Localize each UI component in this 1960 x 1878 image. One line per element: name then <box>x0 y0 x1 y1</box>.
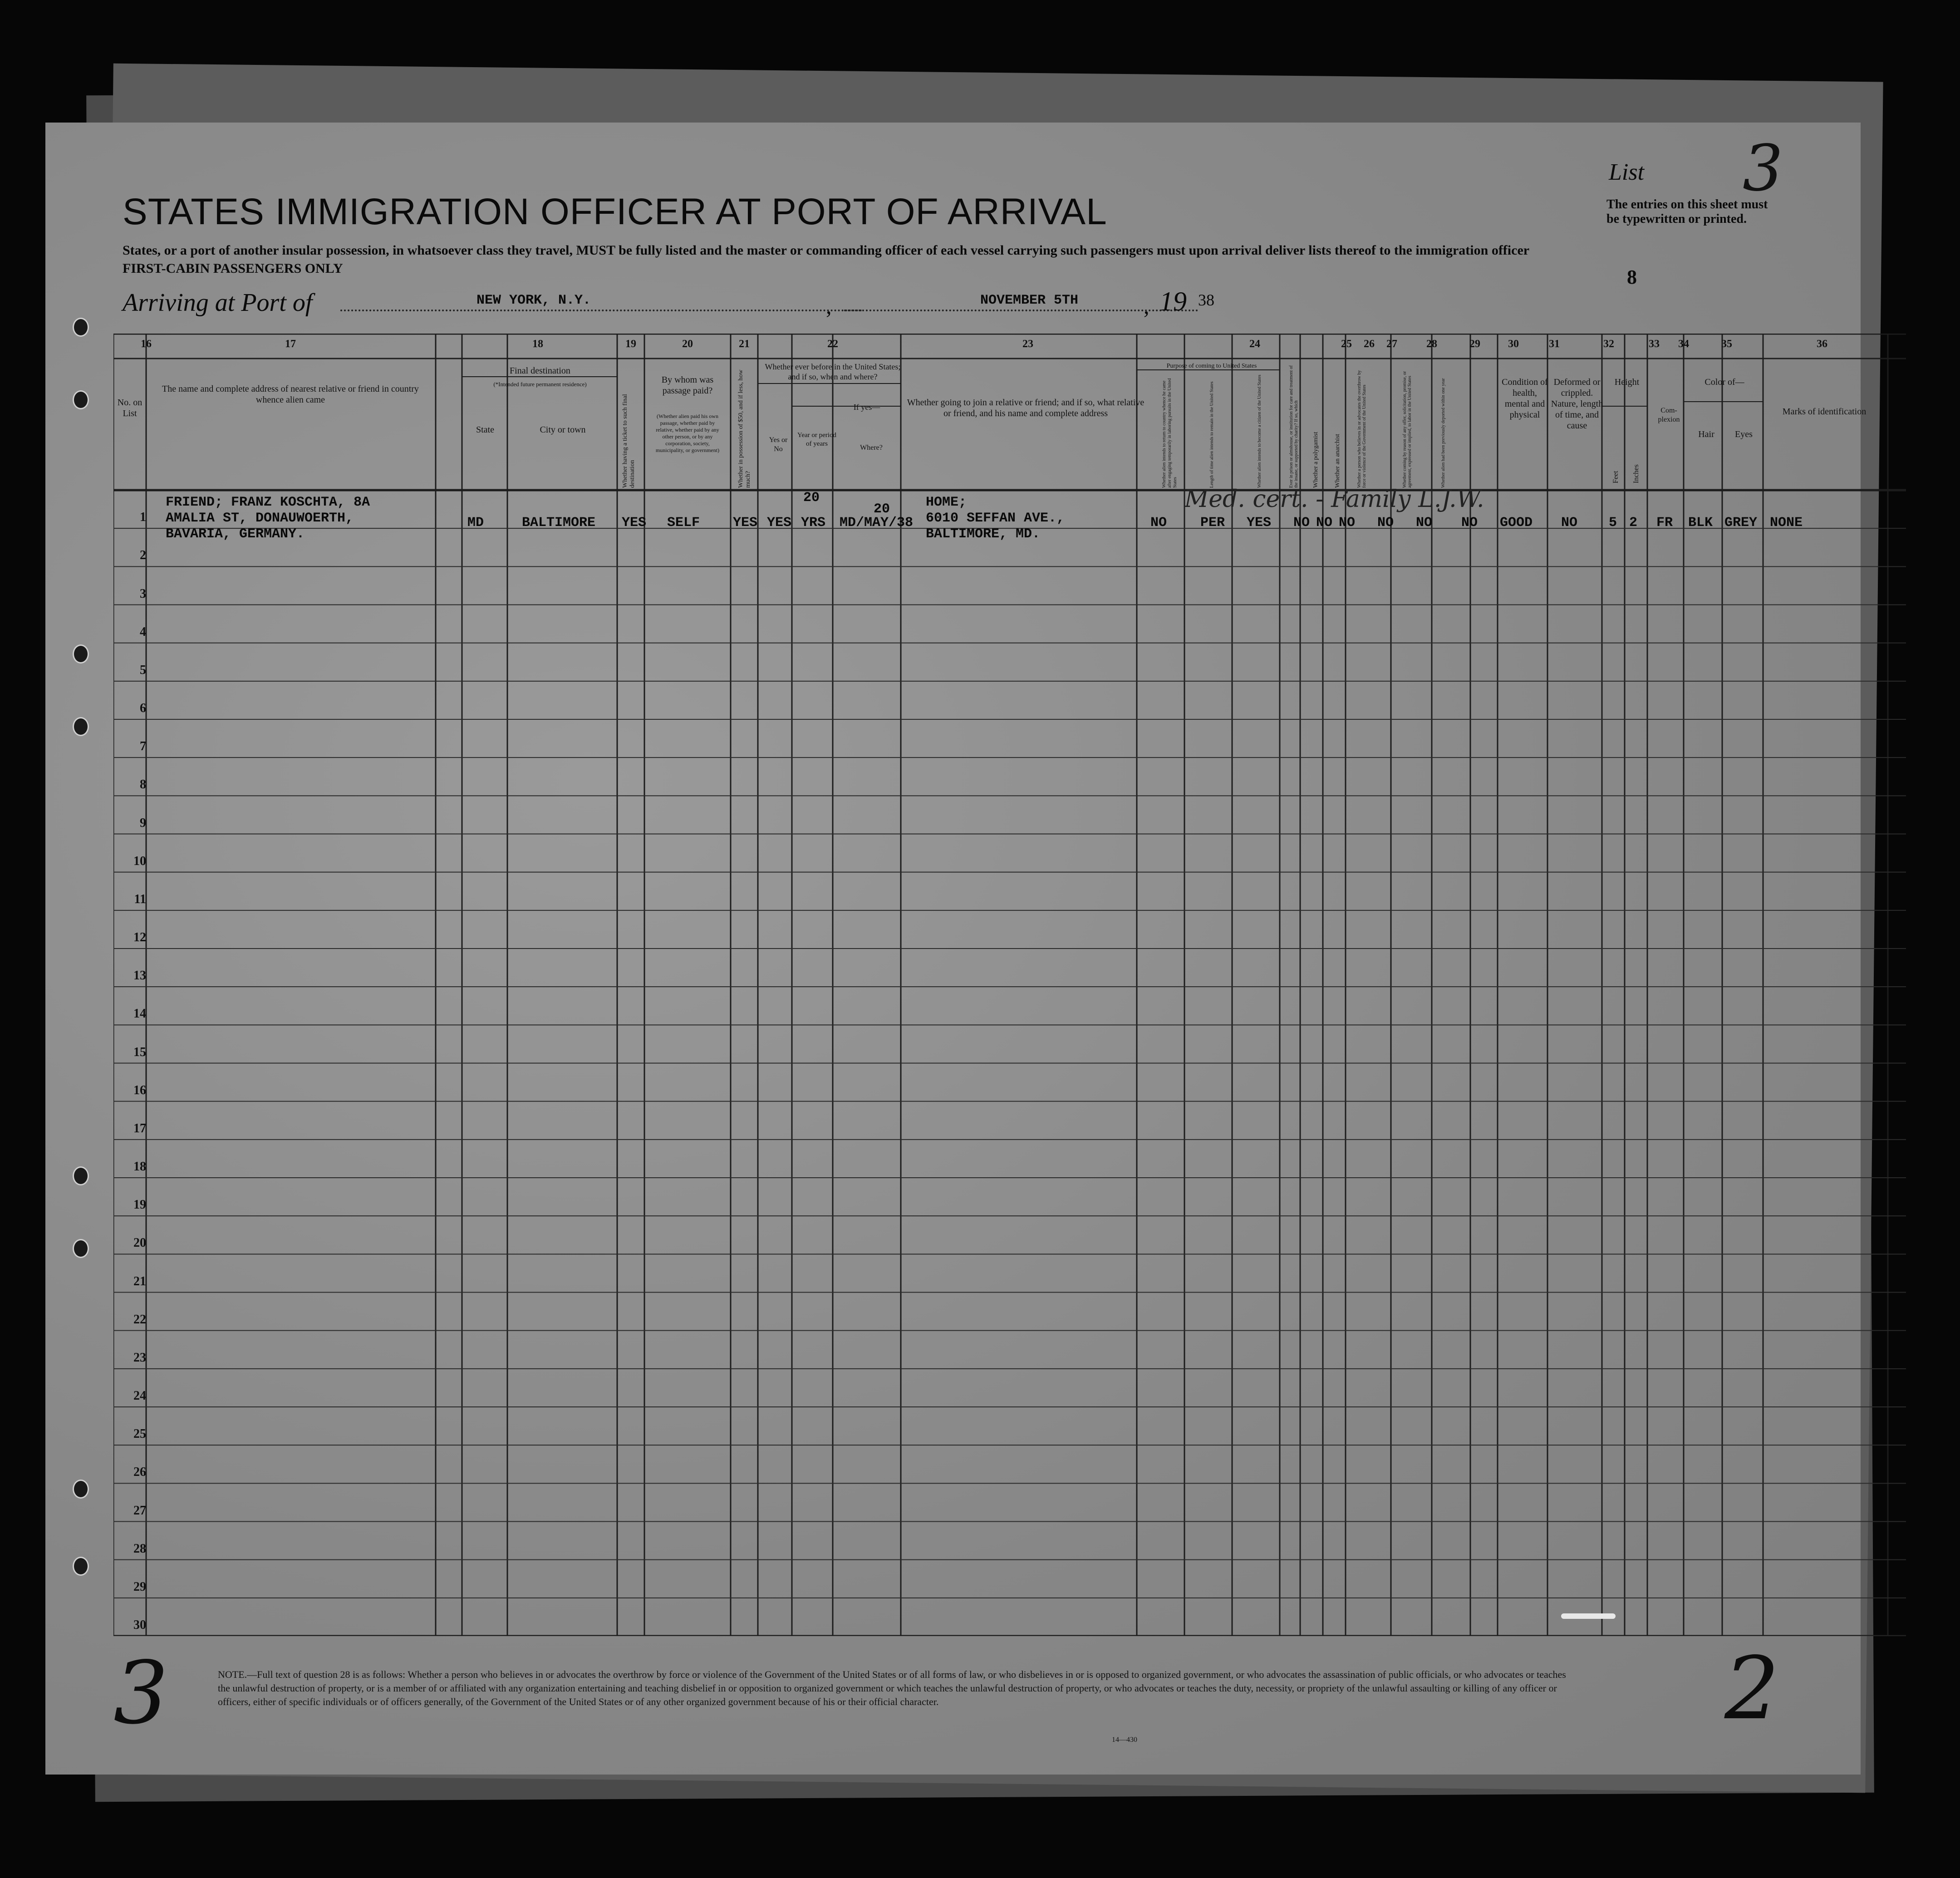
header-final-destination-note: (*Intended future permanent residence) <box>493 381 587 388</box>
column-number: 17 <box>285 338 296 350</box>
row-number: 19 <box>133 1198 146 1212</box>
row-number: 22 <box>133 1312 146 1327</box>
list-label: List <box>1609 159 1645 185</box>
list-number: 3 <box>1743 132 1783 206</box>
cell-period: YRS <box>801 515 826 531</box>
header-anarchist: Whether an anarchist <box>1334 434 1341 488</box>
header-ever-before: Whether ever before in the United States; and if so, when and where? <box>765 362 901 381</box>
entries-note-line: The entries on this sheet must <box>1606 197 1768 211</box>
cell-prison: NO <box>1293 515 1310 531</box>
row-number: 23 <box>133 1350 146 1365</box>
page-number: 8 <box>1627 266 1637 288</box>
row-number: 7 <box>140 739 146 754</box>
join-line: 6010 SEFFAN AVE., <box>926 511 1065 526</box>
column-number: 25 <box>1341 338 1352 350</box>
header-height: Height <box>1614 377 1640 387</box>
column-number: 32 <box>1603 338 1614 350</box>
year-prefix: 19 <box>1159 286 1187 316</box>
punch-hole <box>73 717 89 736</box>
column-number: 28 <box>1426 338 1437 350</box>
header-passage-paid: By whom was passage paid? <box>661 375 714 396</box>
cell-where: MD/MAY/38 <box>840 515 914 531</box>
join-line: BALTIMORE, MD. <box>926 526 1041 542</box>
row-number: 18 <box>133 1160 146 1174</box>
relative-line: FRIEND; FRANZ KOSCHTA, 8A <box>166 495 370 510</box>
cell-complexion: FR <box>1656 515 1673 531</box>
header-marks: Marks of identification <box>1782 407 1867 417</box>
row-number: 26 <box>133 1465 146 1480</box>
column-number: 36 <box>1817 338 1827 350</box>
manifest-table <box>113 334 1906 1636</box>
header-purpose-b: Length of time alien intends to remain in the United States <box>1209 381 1214 488</box>
row-number: 5 <box>140 663 146 677</box>
row-number: 20 <box>133 1236 146 1250</box>
row-number: 29 <box>133 1579 146 1594</box>
row-number: 14 <box>133 1007 146 1021</box>
column-number: 35 <box>1721 338 1732 350</box>
cell-citizen: YES <box>1247 515 1272 531</box>
cell-q29: NO <box>1416 515 1433 531</box>
header-q30: Whether alien had been previously deported within one year <box>1441 378 1446 488</box>
row-number: 12 <box>133 930 146 944</box>
header-purpose: Purpose of coming to United States <box>1166 363 1257 369</box>
header-nearest-relative: The name and complete address of nearest relative or friend in country whence alien came <box>162 384 419 405</box>
punch-hole <box>73 644 89 664</box>
column-number: 24 <box>1249 338 1260 350</box>
header-prison: Ever in prison or almshouse, or institution for care and treatment of the insane, or supported by charity? If so, which <box>1289 365 1299 488</box>
header-passage-note: (Whether alien paid his own passage, whether paid by relative, whether paid by any other person, or by any corporation, society, municipality, or government) <box>655 413 720 453</box>
column-number: 26 <box>1364 338 1375 350</box>
cell-inches: 2 <box>1629 515 1638 531</box>
cell-where-top: 20 <box>874 501 890 517</box>
header-where: Where? <box>860 444 883 452</box>
form-number: 14—430 <box>1112 1736 1137 1744</box>
header-purpose-c: Whether alien intends to become a citizen of the United States <box>1257 374 1262 488</box>
column-number: 33 <box>1649 338 1660 350</box>
header-eyes: Eyes <box>1735 429 1753 439</box>
column-number: 31 <box>1549 338 1560 350</box>
manifest-sheet: STATES IMMIGRATION OFFICER AT PORT OF ARRIVAL States, or a port of another insular possession, in whatsoever class they travel, MUST be fully listed and the master or commanding officer of each vessel carrying such passengers must upon arrival deliver lists thereof to the immigration officer FIRST-CABIN PASSENGERS ONLY List 3 The entries on this sheet must be typewritten or printed. 8 Arriving at Port of NEW YORK, N.Y. , NOVEMBER 5TH , 19 38 16 17 18 19 20 21 22 23 24 25 26 27 28 29 30 31 32 33 34 35 36 No. on List The name and complete address of nearest relative or friend in country whence alien came Final destination (*Intended future permanent residence) State City or town Whether having a ticket to such final destination By whom was passage paid? (Whether alien paid his own passage, whether paid by relative, whether paid by any other person, or by any corporation, society, municipality, or government) Whether in possession of $50, and if less, how much? Whether ever before in the United States; and if so, when and where? If yes— Yes or No Year or period of years Where? Whether going to join a relative or friend; and if so, what relative or friend, and his name and complete address Purpose of coming to United States Whether alien intends to return to country whence he came after engaging temporarily in laboring pursuits in the United States Length of time alien intends to remain in the United States Whether alien intends to become a citizen of the United States Ever in prison or almshouse, or institution for care and treatment of the insane, or supported by charity? If so, which Whether a polygamist Whether an anarchist Whether a person who believes in or advocates the overthrow by force or violence of the Government of the United States Whether coming by reason of any offer, solicitation, promise, or agreement, expressed or implied, to labor in the United States Whether alien had been previously deported within one year Condition of health, mental and physical Deformed or crippled. Nature, length of time, and cause Height Feet Inches Com-plexion Color of— Hair Eyes Marks of identification 1 2 3 4 5 6 7 8 9 10 11 12 13 14 15 16 17 18 19 20 21 22 23 24 25 26 27 28 29 30 FRIEND; FRANZ KOSCHTA, 8A AMALIA ST, DONAUWOERTH, BAVARIA, GERMANY. MD BALTIMORE YES SELF YES YES 20 YRS 20 MD/MAY/38 HOME; 6010 SEFFAN AVE., BALTIMORE, MD. NO PER YES NO NO NO NO NO NO GOOD NO 5 2 FR BLK GREY NONE Med. cert. - Family L.J.W. 3 2 NOTE.—Full text of question 28 is as follows: Whether a person who believes in or advocates the overthrow by force or violence of the Government of the United States or of all forms of law, or who disbelieves in or is opposed to organized government, or who advocates the assassination of public officials, or who advocates or teaches the unlawful destruction of property, or is a member of or affiliated with any organization entertaining and teaching disbelief in or opposition to organized government or which teaches the unlawful destruction of property, or who advocates or teaches the duty, necessity, or propriety of the unlawful assaulting or killing of any officer or officers, either of specific individuals or of officers generally, of the Government of the United States or of any other organized government because of his or their official character. 14—430 <box>45 123 1861 1775</box>
header-polygamist: Whether a polygamist <box>1312 432 1319 488</box>
header-money: Whether in possession of $50, and if less, how much? <box>737 369 752 488</box>
cell-city: BALTIMORE <box>522 515 596 531</box>
cell-anarchist: NO <box>1339 515 1356 531</box>
arriving-label: Arriving at Port of <box>123 289 313 317</box>
page-title: STATES IMMIGRATION OFFICER AT PORT OF ARRIVAL <box>123 191 1107 232</box>
header-city: City or town <box>540 425 586 435</box>
instructions-text: States, or a port of another insular possession, in whatsoever class they travel, MUST be fully listed and the master or commanding officer of each vessel carrying such passengers must upon arrival deliver lists thereof to the immigration officer <box>123 243 1530 258</box>
port-value: NEW YORK, N.Y. <box>476 293 591 308</box>
column-number: 30 <box>1508 338 1519 350</box>
cell-money: YES <box>733 515 758 531</box>
cell-ever-before: YES <box>767 515 792 531</box>
entries-note-line: be typewritten or printed. <box>1606 212 1747 226</box>
passenger-class: FIRST-CABIN PASSENGERS ONLY <box>123 261 343 276</box>
header-deformed: Deformed or crippled. Nature, length of time, and cause <box>1551 377 1603 431</box>
cell-ticket: YES <box>622 515 647 531</box>
header-condition: Condition of health, mental and physical <box>1502 377 1548 420</box>
cell-deformed: NO <box>1561 515 1578 531</box>
row-number: 13 <box>133 968 146 983</box>
footnote-question-28: NOTE.—Full text of question 28 is as follows: Whether a person who believes in or advocates the overthrow by force or violence of the Government of the United States or of all forms of law, or who disbelieves in or is opposed to organized government, or who advocates the assassination of public officials, or who advocates or teaches the unlawful destruction of property, or is a member of or affiliated with any organization entertaining and teaching disbelief in or opposition to organized government or which teaches the unlawful destruction of property, or who advocates or teaches the duty, necessity, or propriety of the unlawful assaulting or killing of any officer or officers, either of specific individuals or of officers generally, of the Government of the United States or of any other organized government because of his or their official character. <box>218 1669 1566 1707</box>
column-number: 19 <box>625 338 636 350</box>
header-year-period: Year or period of years <box>797 432 836 447</box>
row-number: 28 <box>133 1541 146 1556</box>
header-color-of: Color of— <box>1705 377 1744 387</box>
column-number: 34 <box>1678 338 1689 350</box>
row-number: 4 <box>140 624 146 639</box>
cell-q30: NO <box>1461 515 1478 531</box>
cell-hair: BLK <box>1688 515 1713 531</box>
punch-hole <box>73 1239 89 1258</box>
cell-health: GOOD <box>1500 515 1533 531</box>
row-number: 1 <box>140 510 146 525</box>
row-number: 16 <box>133 1083 146 1097</box>
row-number: 8 <box>140 777 146 792</box>
cell-paid-by: SELF <box>667 515 700 531</box>
join-line: HOME; <box>926 495 967 510</box>
row-number: 21 <box>133 1274 146 1288</box>
cell-q28: NO <box>1377 515 1394 531</box>
header-no-on-list: No. on List <box>117 398 142 418</box>
handwritten-annotation: Med. cert. - Family L.J.W. <box>1184 486 1484 513</box>
cell-return: NO <box>1150 515 1167 531</box>
row-number: 25 <box>133 1427 146 1441</box>
row-number: 6 <box>140 701 146 715</box>
header-if-yes: If yes— <box>853 403 880 412</box>
row-number: 2 <box>140 548 146 563</box>
cell-marks: NONE <box>1770 515 1803 531</box>
header-q29: Whether coming by reason of any offer, solicitation, promise, or agreement, expressed or implied, to labor in the United States <box>1402 371 1412 488</box>
header-inches: Inches <box>1632 464 1640 483</box>
date-value: NOVEMBER 5TH <box>980 293 1079 308</box>
header-feet: Feet <box>1612 471 1620 483</box>
header-yes-or-no: Yes or No <box>769 436 788 453</box>
row-number: 17 <box>133 1121 146 1136</box>
header-ticket: Whether having a ticket to such final destination <box>622 394 636 488</box>
column-number: 18 <box>532 338 543 350</box>
column-number: 27 <box>1386 338 1397 350</box>
row-number: 10 <box>133 854 146 868</box>
punch-hole <box>73 1166 89 1185</box>
cell-feet: 5 <box>1609 515 1617 531</box>
cell-eyes: GREY <box>1724 515 1758 531</box>
row-number: 3 <box>140 586 146 601</box>
column-number: 22 <box>827 338 838 350</box>
paper-blot <box>1561 1613 1616 1619</box>
relative-line: AMALIA ST, DONAUWOERTH, <box>166 511 354 526</box>
port-dotted-line <box>340 310 862 311</box>
handwritten-mark: 3 <box>113 1643 168 1743</box>
punch-hole <box>73 1480 89 1499</box>
row-number: 11 <box>134 892 146 906</box>
punch-hole <box>73 318 89 337</box>
header-joining: Whether going to join a relative or friend; and if so, what relative or friend, and his name and complete address <box>907 398 1145 418</box>
punch-hole <box>73 1557 89 1576</box>
row-number: 15 <box>133 1045 146 1059</box>
cell-period-top: 20 <box>803 490 820 506</box>
header-hair: Hair <box>1698 429 1714 439</box>
header-complexion: Com-plexion <box>1658 407 1680 423</box>
header-purpose-a: Whether alien intends to return to country whence he came after engaging temporarily in laboring pursuits in the United States <box>1162 378 1178 488</box>
row-number: 27 <box>133 1503 146 1518</box>
punch-hole <box>73 390 89 409</box>
column-number: 29 <box>1469 338 1480 350</box>
column-number: 16 <box>141 338 152 350</box>
column-number: 20 <box>682 338 693 350</box>
header-state: State <box>476 425 494 435</box>
cell-length: PER <box>1200 515 1225 531</box>
header-final-destination: Final destination <box>510 366 570 376</box>
header-q28: Whether a person who believes in or advocates the overthrow by force or violence of the Government of the United States <box>1357 370 1367 488</box>
row-number: 30 <box>133 1618 146 1632</box>
relative-line: BAVARIA, GERMANY. <box>166 526 305 542</box>
column-number: 21 <box>739 338 750 350</box>
row-number: 24 <box>133 1389 146 1403</box>
year-suffix: 38 <box>1198 291 1214 309</box>
cell-polygamist: NO <box>1316 515 1333 531</box>
handwritten-mark: 2 <box>1724 1638 1779 1739</box>
entries-note <box>1606 197 1768 226</box>
cell-state: MD <box>467 515 484 531</box>
row-number: 9 <box>140 816 146 830</box>
column-number: 23 <box>1022 338 1033 350</box>
